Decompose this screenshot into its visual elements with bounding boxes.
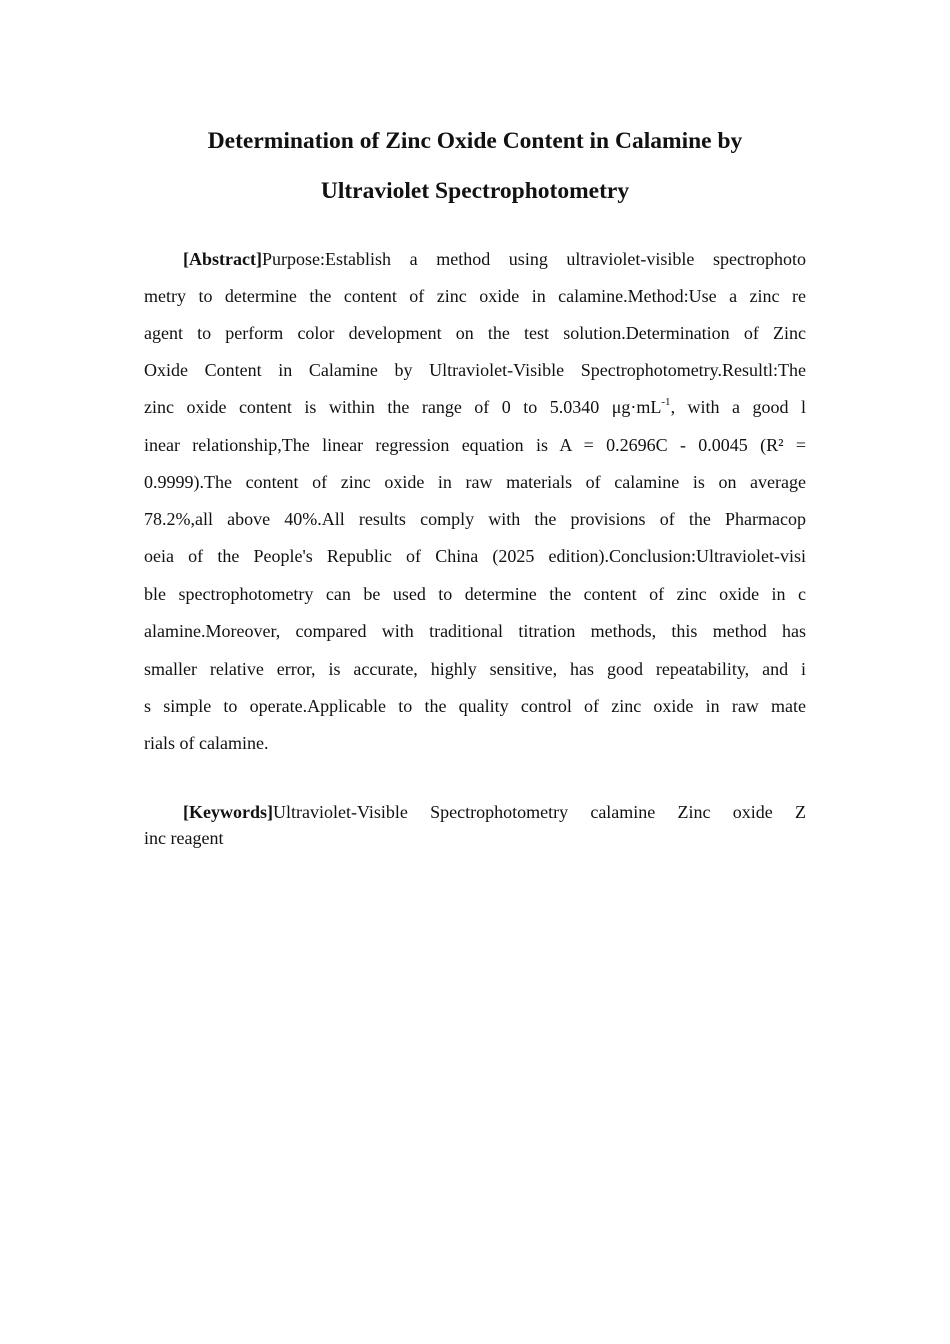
abstract-line: Oxide Content in Calamine by Ultraviolet-Visible Spectrophotometry.Resultl:The: [144, 360, 806, 380]
abstract-label: [Abstract]: [183, 249, 262, 269]
abstract-line: [Abstract]Purpose:Establish a method using ultraviolet-visible spectrophoto: [183, 249, 806, 269]
keywords-line: [Keywords]Ultraviolet-Visible Spectrophotometry calamine Zinc oxide Z: [183, 802, 806, 822]
keywords-line: inc reagent: [144, 828, 224, 848]
abstract-line: 0.9999).The content of zinc oxide in raw materials of calamine is on average: [144, 472, 806, 492]
keywords-label: [Keywords]: [183, 802, 273, 822]
abstract-line: smaller relative error, is accurate, highly sensitive, has good repeatability, and i: [144, 659, 806, 679]
abstract-line: s simple to operate.Applicable to the quality control of zinc oxide in raw mate: [144, 696, 806, 716]
abstract-line: rials of calamine.: [144, 733, 269, 753]
superscript: -1: [661, 396, 671, 408]
abstract-line: agent to perform color development on the test solution.Determination of Zinc: [144, 323, 806, 343]
abstract-line: oeia of the People's Republic of China (2025 edition).Conclusion:Ultraviolet-visi: [144, 546, 806, 566]
paper-title-line-2: Ultraviolet Spectrophotometry: [320, 178, 630, 204]
abstract-line: alamine.Moreover, compared with traditional titration methods, this method has: [144, 621, 806, 641]
abstract-line: inear relationship,The linear regression equation is A = 0.2696C - 0.0045 (R² =: [144, 435, 806, 455]
paper-title-line-1: Determination of Zinc Oxide Content in Calamine by: [207, 128, 743, 154]
abstract-line: 78.2%,all above 40%.All results comply with the provisions of the Pharmacop: [144, 509, 806, 529]
abstract-line: ble spectrophotometry can be used to determine the content of zinc oxide in c: [144, 584, 806, 604]
abstract-line: zinc oxide content is within the range of 0 to 5.0340 $\mu g\cdot mL^{-1}$, with a good l: [144, 396, 806, 417]
abstract-line: metry to determine the content of zinc oxide in calamine.Method:Use a zinc re: [144, 286, 806, 306]
